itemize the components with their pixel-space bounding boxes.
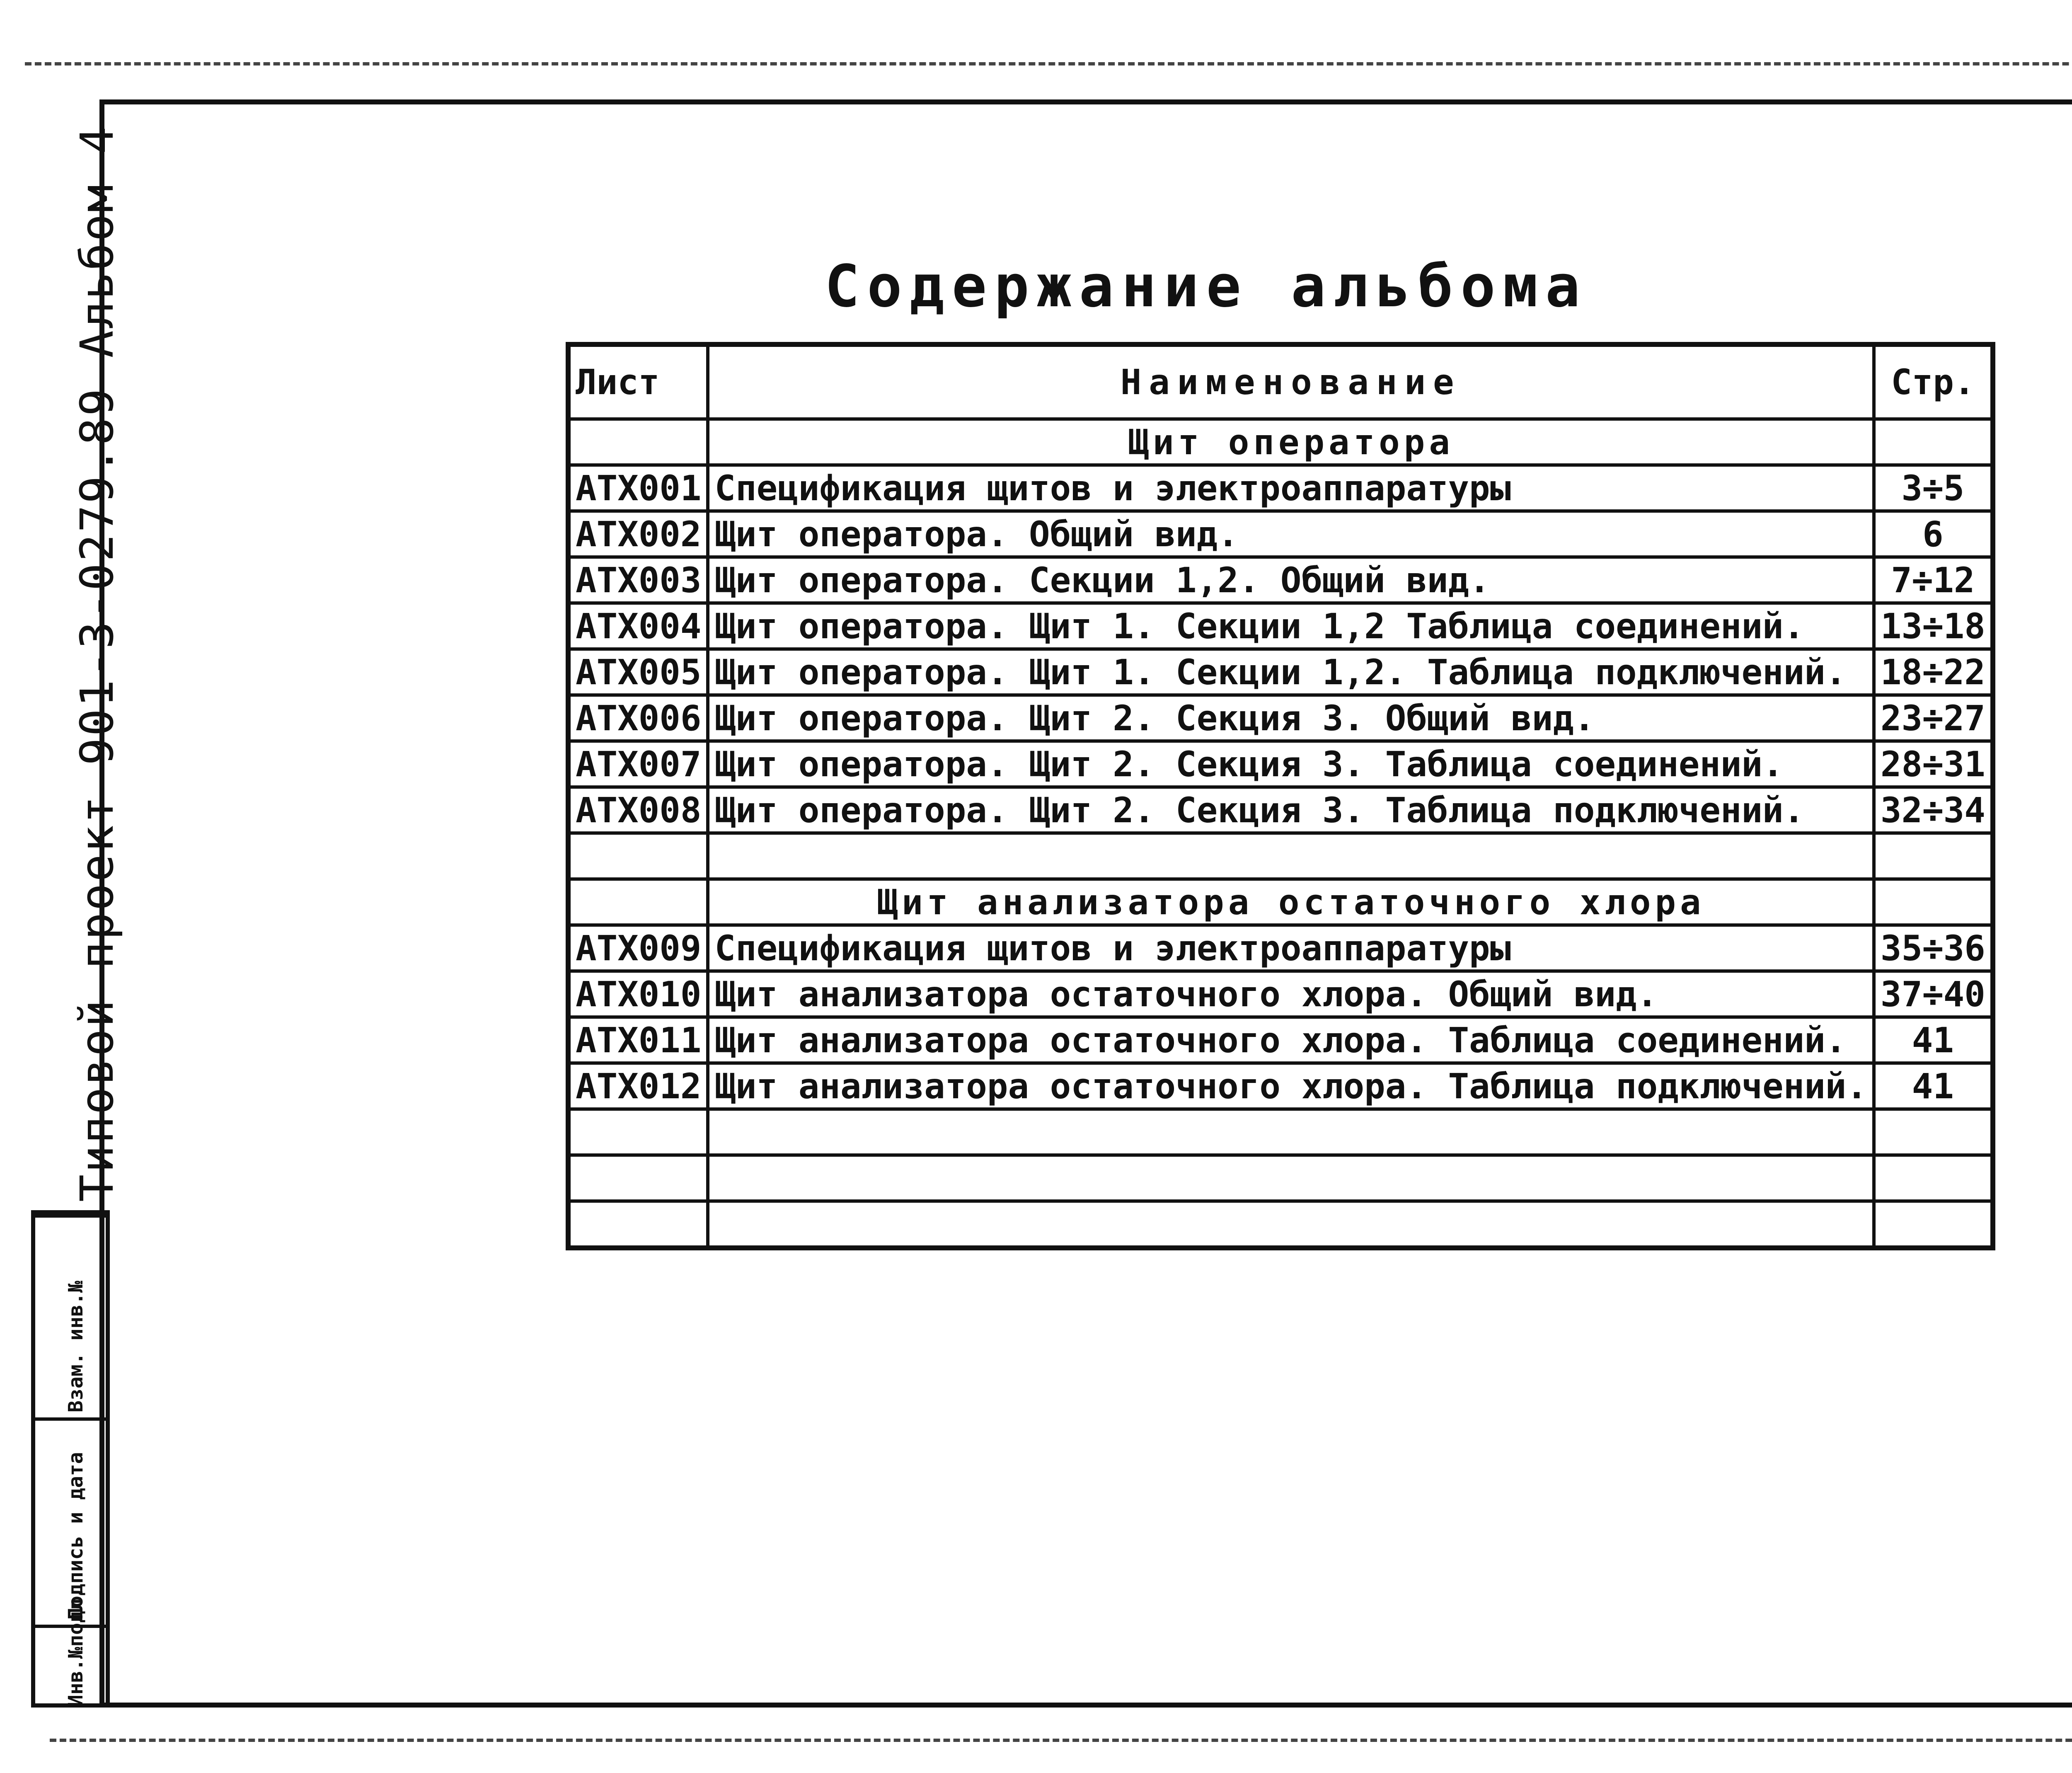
table-row xyxy=(568,741,1993,787)
section-row xyxy=(568,879,1993,925)
project-designation: Типовой проект 901-3-0279.89 Альбом 4 xyxy=(70,125,123,1202)
sheet-name: Щит анализатора остаточного хлора. Таблица соединений. xyxy=(708,1017,1874,1063)
stamp-cell xyxy=(35,1214,106,1417)
page-title: Содержание альбома xyxy=(825,253,1588,320)
sheet-name: Щит оператора. Секции 1,2. Общий вид. xyxy=(708,557,1874,603)
table-row xyxy=(568,695,1993,741)
sheet-name: Щит оператора. Щит 1. Секции 1,2. Таблица подключений. xyxy=(708,649,1874,695)
table-row xyxy=(568,557,1993,603)
sheet-code: АТХ003 xyxy=(568,557,708,603)
sheet-code: АТХ002 xyxy=(568,511,708,557)
sheet-name: Щит оператора. Щит 1. Секции 1,2 Таблица соединений. xyxy=(708,603,1874,649)
page-range: 41 xyxy=(1874,1063,1993,1109)
page-range: 37÷40 xyxy=(1874,971,1993,1017)
page-range: 23÷27 xyxy=(1874,695,1993,741)
page-range: 18÷22 xyxy=(1874,649,1993,695)
table-row xyxy=(568,1063,1993,1109)
stamp-cell xyxy=(35,1587,106,1708)
table-row xyxy=(568,925,1993,971)
sheet-code: АТХ009 xyxy=(568,925,708,971)
table-row xyxy=(568,971,1993,1017)
page-range: 35÷36 xyxy=(1874,925,1993,971)
page-range: 13÷18 xyxy=(1874,603,1993,649)
header-name: Наименование xyxy=(708,344,1874,419)
sheet-code: АТХ004 xyxy=(568,603,708,649)
table-row xyxy=(568,465,1993,511)
stamp-label: Подпись и дата xyxy=(64,1452,87,1620)
page-range: 28÷31 xyxy=(1874,741,1993,787)
side-stamp xyxy=(31,1210,110,1708)
header-page: Стр. xyxy=(1874,344,1993,419)
table-row xyxy=(568,603,1993,649)
section-row xyxy=(568,419,1993,465)
table-row xyxy=(568,511,1993,557)
sheet-name: Щит анализатора остаточного хлора. Общий вид. xyxy=(708,971,1874,1017)
sheet-name: Спецификация щитов и электроаппаратуры xyxy=(708,925,1874,971)
table-row xyxy=(568,1017,1993,1063)
table-header-row xyxy=(568,344,1993,419)
page-range: 32÷34 xyxy=(1874,787,1993,833)
page-range: 41 xyxy=(1874,1017,1993,1063)
sheet-name: Щит оператора. Щит 2. Секция 3. Таблица соединений. xyxy=(708,741,1874,787)
stamp-label: Взам. инв.№ xyxy=(64,1281,87,1412)
section-title: Щит оператора xyxy=(708,419,1874,465)
table-row xyxy=(568,649,1993,695)
sheet-code: АТХ011 xyxy=(568,1017,708,1063)
sheet-name: Щит оператора. Щит 2. Секция 3. Таблица подключений. xyxy=(708,787,1874,833)
sheet-code: АТХ006 xyxy=(568,695,708,741)
section-title: Щит анализатора остаточного хлора xyxy=(708,879,1874,925)
contents-table xyxy=(566,342,1995,1250)
header-sheet: Лист xyxy=(568,344,708,419)
page-range: 7÷12 xyxy=(1874,557,1993,603)
sheet-code: АТХ001 xyxy=(568,465,708,511)
empty-row xyxy=(568,1155,1993,1201)
sheet-name: Щит оператора. Общий вид. xyxy=(708,511,1874,557)
table-row xyxy=(568,787,1993,833)
stamp-label: Инв.№подл. xyxy=(64,1587,87,1707)
page-range: 3÷5 xyxy=(1874,465,1993,511)
bottom-border-line xyxy=(50,1739,2072,1742)
sheet-code: АТХ012 xyxy=(568,1063,708,1109)
top-border-line xyxy=(25,62,2072,65)
empty-row xyxy=(568,1201,1993,1248)
sheet-code: АТХ010 xyxy=(568,971,708,1017)
empty-row xyxy=(568,1109,1993,1155)
sheet-name: Спецификация щитов и электроаппаратуры xyxy=(708,465,1874,511)
sheet-code: АТХ005 xyxy=(568,649,708,695)
sheet-code: АТХ008 xyxy=(568,787,708,833)
sheet-name: Щит оператора. Щит 2. Секция 3. Общий вид. xyxy=(708,695,1874,741)
page-range: 6 xyxy=(1874,511,1993,557)
empty-row xyxy=(568,833,1993,879)
sheet-code: АТХ007 xyxy=(568,741,708,787)
sheet-name: Щит анализатора остаточного хлора. Таблица подключений. xyxy=(708,1063,1874,1109)
